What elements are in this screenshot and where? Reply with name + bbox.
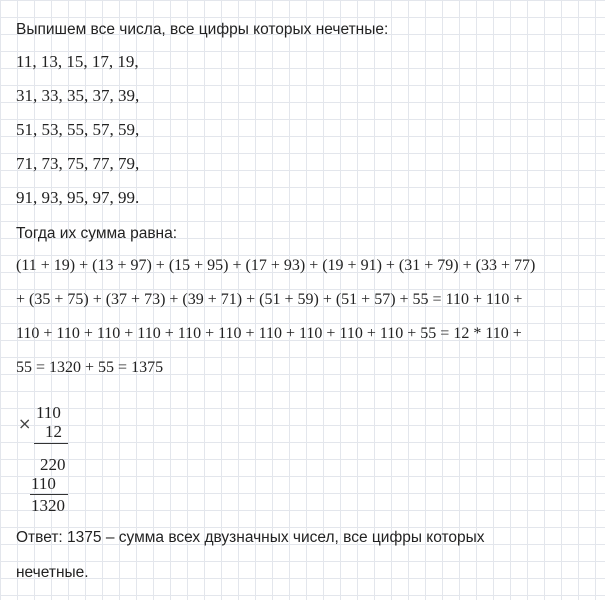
sum-line-1: (11 + 19) + (13 + 97) + (15 + 95) + (17 + 93) + (19 + 91) + (31 + 79) + (33 + 77)	[16, 257, 536, 274]
answer-line-1	[16, 528, 485, 548]
mult-rule-2	[30, 494, 68, 495]
number-row-5: 91, 93, 95, 97, 99.	[16, 188, 140, 207]
number-row-2: 31, 33, 35, 37, 39,	[16, 86, 140, 105]
mult-partial-2: 110	[31, 474, 56, 493]
mult-partial-1: 220	[40, 455, 66, 474]
answer-text: Ответ: 1375 – сумма всех двузначных чисел, все цифры которых	[16, 529, 485, 546]
mult-multiplier: 12	[45, 422, 62, 441]
sum-line-2: + (35 + 75) + (37 + 73) + (39 + 71) + (51 + 59) + (51 + 57) + 55 = 110 + 110 +	[16, 291, 523, 308]
answer-line-2: нечетные.	[16, 564, 89, 581]
sum-intro-text: Тогда их сумма равна:	[16, 225, 178, 242]
number-row-1: 11, 13, 15, 17, 19,	[16, 52, 139, 71]
mult-top: 110	[36, 403, 61, 422]
multiply-sign: ×	[18, 414, 32, 433]
number-row-4: 71, 73, 75, 77, 79,	[16, 154, 140, 173]
mult-result: 1320	[31, 496, 65, 515]
mult-rule-1	[34, 443, 68, 444]
intro-text: Выпишем все числа, все цифры которых нечетные:	[16, 21, 389, 38]
sum-line-3: 110 + 110 + 110 + 110 + 110 + 110 + 110 + 110 + 110 + 110 + 55 = 12 * 110 +	[16, 325, 522, 342]
sum-line-4: 55 = 1320 + 55 = 1375	[16, 359, 164, 376]
number-row-3: 51, 53, 55, 57, 59,	[16, 120, 140, 139]
